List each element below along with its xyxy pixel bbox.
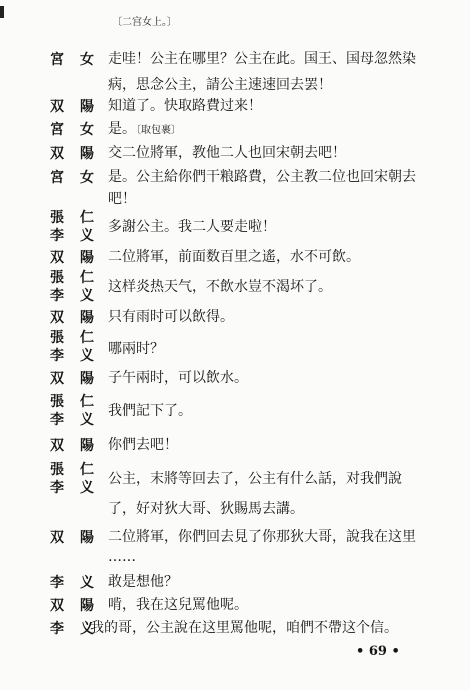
dialogue-line: 知道了。快取路費过来！: [108, 98, 262, 114]
speaker-name: 宮 女: [50, 52, 94, 68]
dialogue-line: 二位將軍，前面数百里之遙，水不可飲。: [108, 249, 360, 265]
dialogue-line: 啃，我在这兒罵他呢。: [108, 597, 248, 613]
speaker-name-top: 張 仁: [50, 270, 94, 286]
speaker-name: 双 陽: [50, 530, 94, 546]
speaker-name: 双 陽: [50, 99, 94, 115]
dialogue-line: 公主，末將等回去了，公主有什么話，对我們說: [108, 471, 402, 487]
dialogue-line: 二位將軍，你們回去見了你那狄大哥，說我在这里: [108, 529, 416, 545]
dialogue-line: 你們去吧！: [108, 437, 178, 453]
speaker-name-bottom: 李 义: [50, 288, 94, 304]
speaker-name-bottom: 李 义: [50, 480, 94, 496]
dialogue-line: 是。〔取包裹〕: [108, 121, 181, 137]
stage-note: 〔取包裹〕: [136, 125, 181, 136]
speaker-name: 宮 女: [50, 122, 94, 138]
page-number: • 69 •: [356, 644, 400, 659]
speaker-name-top: 張 仁: [50, 462, 94, 478]
dialogue-line: 只有雨时可以飲得。: [108, 309, 234, 325]
speaker-name-top: 張 仁: [50, 330, 94, 346]
speaker-name: 双 陽: [50, 371, 94, 387]
speaker-name-bottom: 李 义: [50, 412, 94, 428]
speaker-name-top: 張 仁: [50, 210, 94, 226]
dialogue-line: 子午兩时，可以飲水。: [108, 370, 248, 386]
speaker-name: 双 陽: [50, 250, 94, 266]
dialogue-line: 病，思念公主，請公主速速回去罢！: [108, 77, 332, 93]
page-edge-mark: [0, 6, 4, 18]
dialogue-line: 我的哥，公主說在这里罵他呢，咱們不帶这个信。: [90, 620, 398, 636]
speaker-name-bottom: 李 义: [50, 348, 94, 364]
speaker-name: 宮 女: [50, 170, 94, 186]
dialogue-line: 哪兩时？: [108, 341, 164, 357]
speaker-name: 双 陽: [50, 598, 94, 614]
dialogue-line: ……: [108, 549, 136, 565]
dialogue-line: 是。公主給你們干粮路費，公主教二位也回宋朝去: [108, 169, 416, 185]
stage-direction: 〔二宫女上。〕: [112, 17, 177, 28]
dialogue-line: 我們記下了。: [108, 403, 192, 419]
speaker-name-bottom: 李 义: [50, 228, 94, 244]
dialogue-line: 走哇！公主在哪里？公主在此。国王、国母忽然染: [108, 51, 416, 67]
dialogue-line: 吧！: [108, 191, 136, 207]
speaker-name: 双 陽: [50, 310, 94, 326]
dialogue-line: 交二位將軍，教他二人也回宋朝去吧！: [108, 145, 346, 161]
dialogue-line: 敢是想他？: [108, 574, 178, 590]
dialogue-line: 这样炎热天气，不飲水豈不渴坏了。: [108, 279, 332, 295]
speaker-name: 李 义: [50, 575, 94, 591]
dialogue-line: 多謝公主。我二人要走啦！: [108, 219, 276, 235]
speaker-name: 双 陽: [50, 146, 94, 162]
speaker-name: 李 义: [50, 621, 94, 637]
dialogue-line: 了，好对狄大哥、狄賜馬去講。: [108, 501, 304, 517]
speaker-name-top: 張 仁: [50, 394, 94, 410]
speaker-name: 双 陽: [50, 438, 94, 454]
